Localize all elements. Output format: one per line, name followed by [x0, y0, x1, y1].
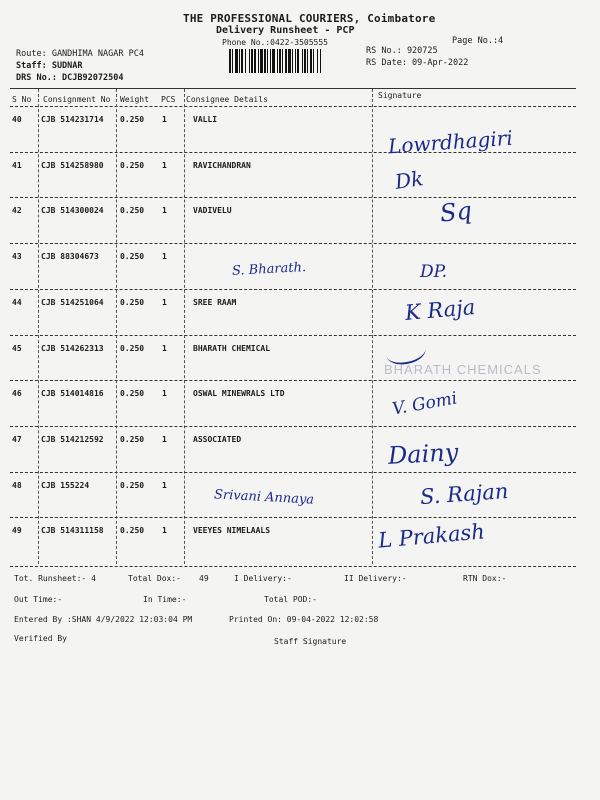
- row-consignment-no: CJB 514262313: [41, 343, 104, 353]
- row-pcs: 1: [162, 115, 167, 124]
- col-sep-2: [116, 89, 117, 564]
- row-separator: [10, 426, 576, 427]
- i-delivery: I Delivery:-: [234, 574, 292, 583]
- col-header-sno: S No: [12, 95, 32, 104]
- barcode-bar: [232, 49, 233, 73]
- col-sep-1: [38, 89, 39, 564]
- row-sno: 45: [12, 343, 22, 353]
- verified-by: Verified By: [14, 634, 67, 643]
- col-header-weight: Weight: [120, 95, 149, 104]
- total-dox-value: 49: [199, 574, 209, 583]
- signature-row-48: S. Rajan: [419, 478, 510, 510]
- row-weight: 0.250: [120, 434, 145, 444]
- barcode-bar: [288, 49, 291, 73]
- signature-row-42: Sq: [438, 196, 474, 228]
- col-sep-4: [372, 89, 373, 564]
- row-pcs: 1: [162, 297, 167, 307]
- barcode-bar: [295, 49, 296, 73]
- barcode-bar: [317, 49, 318, 73]
- entered-by: Entered By :SHAN 4/9/2022 12:03:04 PM: [14, 615, 193, 624]
- out-time: Out Time:-: [14, 595, 63, 604]
- row-sno: 47: [12, 434, 22, 444]
- row-separator: [10, 517, 576, 518]
- row-consignment-no: CJB 514258980: [41, 160, 104, 170]
- in-time: In Time:-: [143, 595, 187, 604]
- handwritten-name-row-48: Srivani Annaya: [213, 487, 315, 508]
- company-stamp: BHARATH CHEMICALS: [384, 362, 542, 377]
- col-header-consignee: Consignee Details: [186, 95, 268, 104]
- row-consignee: BHARATH CHEMICAL: [193, 343, 271, 353]
- barcode-image: [229, 49, 361, 73]
- row-consignment-no: CJB 155224: [41, 480, 90, 490]
- printed-on: Printed On: 09-04-2022 12:02:58: [229, 615, 379, 624]
- route-label: Route: GANDHIMA NAGAR PC4: [16, 49, 144, 59]
- barcode-bar: [313, 49, 314, 73]
- row-separator: [10, 472, 576, 473]
- rs-date: RS Date: 09-Apr-2022: [366, 58, 469, 68]
- row-separator: [10, 197, 576, 198]
- row-consignee: RAVICHANDRAN: [193, 160, 251, 170]
- row-sno: 48: [12, 480, 22, 490]
- page-number: Page No.:4: [452, 36, 504, 46]
- row-consignment-no: CJB 514300024: [41, 206, 104, 216]
- rtn-dox: RTN Dox:-: [463, 574, 507, 583]
- row-consignee: VALLI: [193, 115, 218, 124]
- table-top-rule: [10, 88, 576, 89]
- row-pcs: 1: [162, 389, 167, 399]
- row-consignment-no: CJB 514212592: [41, 434, 104, 444]
- barcode-bar: [285, 49, 287, 73]
- row-weight: 0.250: [120, 526, 145, 536]
- row-sno: 41: [12, 160, 22, 170]
- staff-label: Staff: SUDNAR: [16, 61, 83, 71]
- row-consignee: ASSOCIATED: [193, 434, 242, 444]
- row-weight: 0.250: [120, 206, 145, 216]
- runsheet-subtitle: Delivery Runsheet - PCP: [216, 25, 355, 36]
- row-consignment-no: CJB 514311158: [41, 526, 104, 536]
- row-pcs: 1: [162, 343, 167, 353]
- row-sno: 43: [12, 252, 22, 262]
- row-separator: [10, 152, 576, 153]
- col-header-pcs: PCS: [161, 95, 176, 104]
- total-pod: Total POD:-: [264, 595, 317, 604]
- barcode-bar: [304, 49, 306, 73]
- row-sno: 40: [12, 115, 22, 124]
- barcode-bar: [320, 49, 321, 73]
- barcode-bar: [267, 49, 268, 73]
- row-consignee: SREE RAAM: [193, 297, 237, 307]
- header-bottom-rule: [10, 106, 576, 107]
- drs-number: DRS No.: DCJB92072504: [16, 73, 124, 83]
- barcode-bar: [310, 49, 312, 73]
- staff-signature-label: Staff Signature: [274, 637, 347, 646]
- barcode-bar: [260, 49, 263, 73]
- barcode-bar: [292, 49, 293, 73]
- barcode-bar: [282, 49, 283, 73]
- row-weight: 0.250: [120, 480, 145, 490]
- col-header-signature: Signature: [378, 91, 422, 100]
- company-title: THE PROFESSIONAL COURIERS, Coimbatore: [183, 12, 436, 25]
- barcode-bar: [245, 49, 246, 73]
- barcode-bar: [258, 49, 259, 73]
- signature-row-40: Lowrdhagiri: [387, 125, 514, 159]
- row-separator: [10, 243, 576, 244]
- row-separator: [10, 289, 576, 290]
- barcode-bar: [277, 49, 278, 73]
- row-consignee: OSWAL MINEWRALS LTD: [193, 389, 285, 399]
- row-pcs: 1: [162, 160, 167, 170]
- row-sno: 46: [12, 389, 22, 399]
- barcode-bar: [272, 49, 275, 73]
- barcode-bar: [235, 49, 238, 73]
- row-pcs: 1: [162, 206, 167, 216]
- row-weight: 0.250: [120, 297, 145, 307]
- signature-row-47: Dainy: [387, 438, 459, 470]
- tot-runsheet: Tot. Runsheet:- 4: [14, 574, 96, 583]
- signature-row-41: Dk: [393, 166, 425, 194]
- row-weight: 0.250: [120, 115, 145, 124]
- row-pcs: 1: [162, 252, 167, 262]
- col-header-consignment: Consignment No: [43, 95, 111, 104]
- row-sno: 49: [12, 526, 22, 536]
- rs-number: RS No.: 920725: [366, 46, 438, 56]
- barcode-bar: [264, 49, 266, 73]
- row-consignment-no: CJB 514251064: [41, 297, 104, 307]
- barcode-bar: [254, 49, 256, 73]
- row-weight: 0.250: [120, 160, 145, 170]
- barcode-bar: [239, 49, 240, 73]
- row-weight: 0.250: [120, 389, 145, 399]
- row-consignment-no: CJB 514231714: [41, 115, 104, 124]
- row-sno: 44: [12, 297, 22, 307]
- signature-row-46: V. Gomi: [390, 388, 459, 420]
- row-separator: [10, 380, 576, 381]
- barcode-bar: [307, 49, 308, 73]
- barcode-bar: [279, 49, 281, 73]
- row-consignment-no: CJB 514014816: [41, 389, 104, 399]
- row-weight: 0.250: [120, 343, 145, 353]
- row-weight: 0.250: [120, 252, 145, 262]
- ii-delivery: II Delivery:-: [344, 574, 407, 583]
- signature-row-43: DP.: [420, 262, 448, 282]
- row-consignment-no: CJB 88304673: [41, 252, 99, 262]
- barcode-bar: [241, 49, 243, 73]
- barcode-bar: [249, 49, 250, 73]
- row-pcs: 1: [162, 526, 167, 536]
- col-sep-3: [184, 89, 185, 564]
- barcode-bar: [270, 49, 271, 73]
- footer-top-rule: [10, 566, 576, 567]
- signature-row-44: K Raja: [404, 294, 477, 326]
- row-separator: [10, 335, 576, 336]
- phone-number: Phone No.:0422-3505555: [222, 38, 328, 47]
- row-sno: 42: [12, 206, 22, 216]
- row-pcs: 1: [162, 480, 167, 490]
- barcode-bar: [297, 49, 299, 73]
- row-pcs: 1: [162, 434, 167, 444]
- barcode-bar: [251, 49, 253, 73]
- row-consignee: VADIVELU: [193, 206, 232, 216]
- signature-row-49: L Prakash: [377, 519, 486, 553]
- handwritten-name-row-43: S. Bharath.: [231, 260, 307, 279]
- total-dox-label: Total Dox:-: [128, 574, 181, 583]
- barcode-bar: [302, 49, 303, 73]
- row-consignee: VEEYES NIMELAALS: [193, 526, 271, 536]
- barcode-bar: [229, 49, 231, 73]
